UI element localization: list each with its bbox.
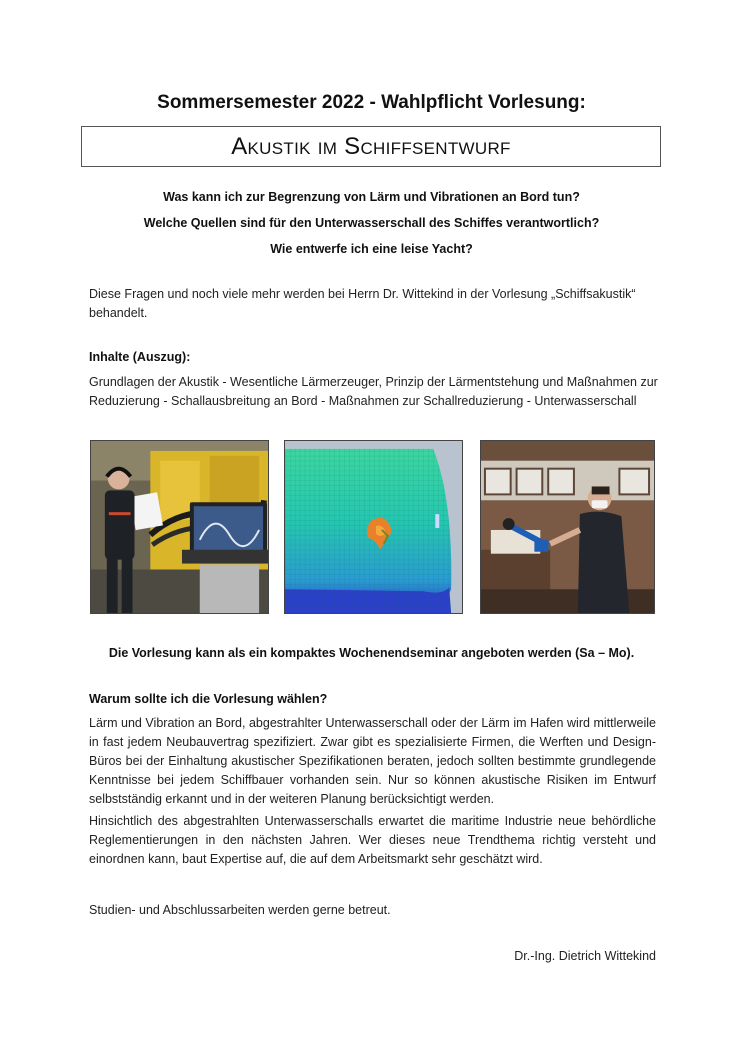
question-item: Wie entwerfe ich eine leise Yacht? (270, 242, 473, 256)
semester-heading: Sommersemester 2022 - Wahlpflicht Vorlesung: (157, 92, 586, 113)
contents-heading: Inhalte (Auszug): (89, 350, 191, 364)
course-title: Akustik im Schiffsentwurf (231, 132, 511, 160)
question-item: Was kann ich zur Begrenzung von Lärm und Vibrationen an Bord tun? (163, 190, 580, 204)
why-paragraph: Lärm und Vibration an Bord, abgestrahlter Unterwasserschall oder der Lärm im Hafen wird mittlerweile in fast jedem Neubauvertrag spezifiziert. Zwar gibt es spezialisierte Firmen, die Werften und Design-Büros bei der Einhaltung akustischer Spezifikationen beraten, jedoch sollten bestimmte grundlegende Kenntnisse bei jedem Schiffbauer vorhanden sein. Nur so können akustische Risiken im Entwurf selbstständig erkannt und in der weiteren Planung berücksichtigt werden. (89, 716, 656, 806)
hull-simulation-photo (284, 440, 463, 614)
seminar-note: Die Vorlesung kann als ein kompaktes Wochenendseminar angeboten werden (Sa – Mo). (108, 646, 635, 660)
engine-room-photo (90, 440, 269, 614)
course-title-box (81, 126, 661, 167)
question-item: Welche Quellen sind für den Unterwasserschall des Schiffes verantwortlich? (143, 216, 600, 230)
yacht-measurement-photo (480, 440, 655, 614)
why-section (89, 714, 656, 872)
why-heading: Warum sollte ich die Vorlesung wählen? (89, 692, 328, 706)
intro-paragraph: Diese Fragen und noch viele mehr werden bei Herrn Dr. Wittekind in der Vorlesung „Schiffsakustik“ behandelt. (89, 287, 636, 320)
contents-text: Grundlagen der Akustik - Wesentliche Lärmerzeuger, Prinzip der Lärmentstehung und Maßnahmen zur Reduzierung - Schallausbreitung an Bord - Maßnahmen zur Schallreduzierung - Unterwasserschall (89, 375, 658, 408)
theses-note: Studien- und Abschlussarbeiten werden gerne betreut. (89, 903, 391, 917)
question-list (0, 188, 743, 266)
author-signature: Dr.-Ing. Dietrich Wittekind (514, 949, 656, 963)
why-paragraph: Hinsichtlich des abgestrahlten Unterwasserschalls erwartet die maritime Industrie neue behördliche Reglementierungen in den nächsten Jahren. Wer dieses neue Trendthema richtig versteht und einordnen kann, baut Expertise auf, die auf dem Arbeitsmarkt sehr geschätzt wird. (89, 814, 656, 866)
